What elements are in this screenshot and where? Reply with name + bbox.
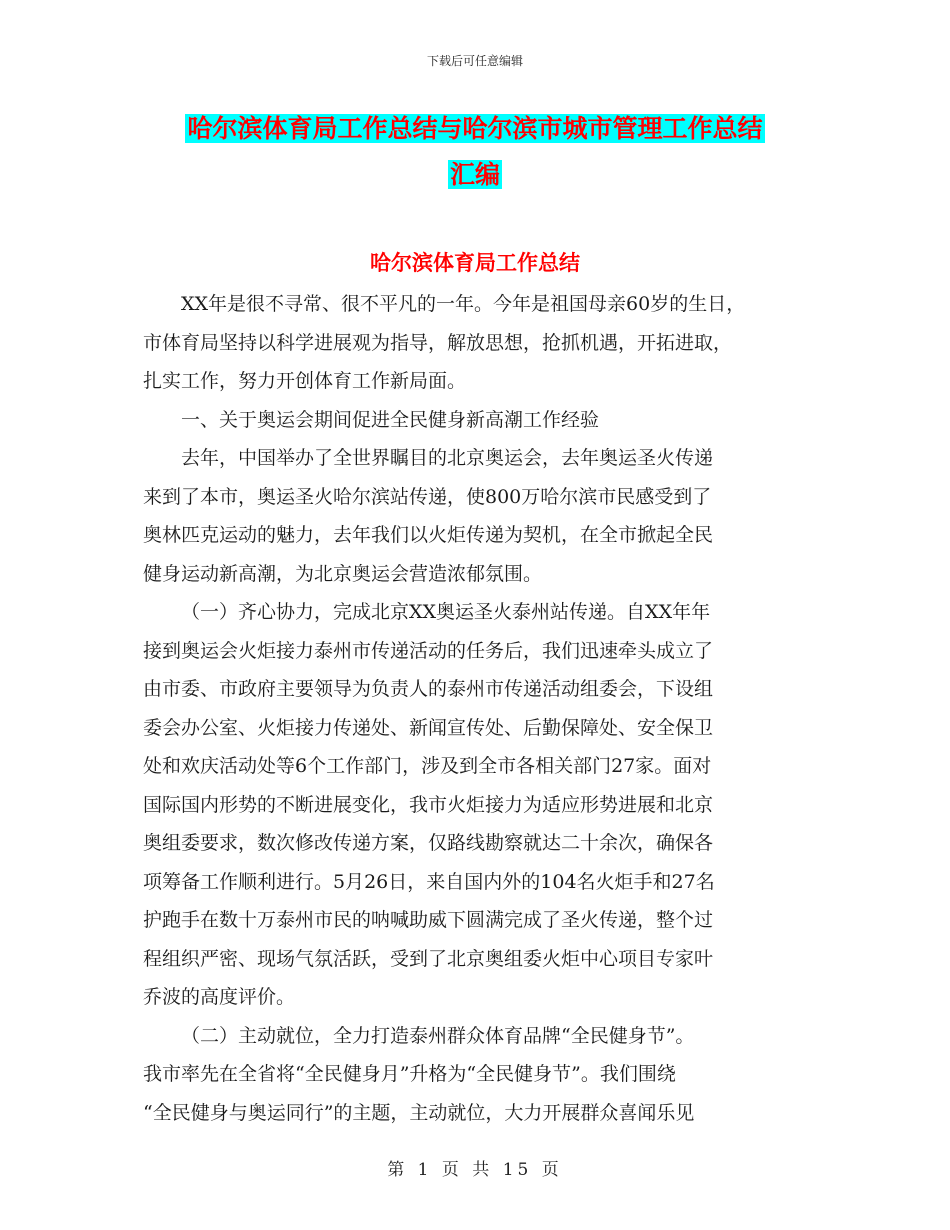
text-line: 护跑手在数十万泰州市民的呐喊助威下圆满完成了圣火传递，整个过 bbox=[143, 909, 714, 931]
document-title-line-1 bbox=[0, 112, 950, 146]
text-line: 健身运动新高潮，为北京奥运会营造浓郁氛围。 bbox=[143, 562, 543, 585]
text-line: 一、关于奥运会期间促进全民健身新高潮工作经验 bbox=[181, 408, 600, 431]
text-line: 接到奥运会火炬接力泰州市传递活动的任务后，我们迅速牵头成立了 bbox=[143, 639, 714, 662]
text-line: 委会办公室、火炬接力传递处、新闻宣传处、后勤保障处、安全保卫 bbox=[143, 716, 714, 739]
text-line: 由市委、市政府主要领导为负责人的泰州市传递活动组委会，下设组 bbox=[143, 678, 714, 700]
text-line: 奥林匹克运动的魅力，去年我们以火炬传递为契机，在全市掀起全民 bbox=[143, 524, 714, 546]
body-text bbox=[143, 285, 808, 1132]
text-line: 程组织严密、现场气氛活跃，受到了北京奥组委火炬中心项目专家叶 bbox=[143, 947, 714, 970]
text-line: 扎实工作，努力开创体育工作新局面。 bbox=[143, 370, 467, 392]
text-line: 来到了本市，奥运圣火哈尔滨站传递，使800万哈尔滨市民感受到了 bbox=[143, 485, 712, 508]
text-line: 我市率先在全省将“全民健身月”升格为“全民健身节”。我们围绕 bbox=[143, 1063, 676, 1085]
text-line: 项筹备工作顺利进行。5月26日，来自国内外的104名火炬手和27名 bbox=[143, 870, 715, 893]
text-line: 去年，中国举办了全世界瞩目的北京奥运会，去年奥运圣火传递 bbox=[181, 447, 714, 469]
document-title-line-2 bbox=[0, 158, 950, 192]
text-line: 处和欢庆活动处等6个工作部门，涉及到全市各相关部门27家。面对 bbox=[143, 755, 712, 777]
text-line: XX年是很不寻常、很不平凡的一年。今年是祖国母亲60岁的生日， bbox=[181, 293, 746, 315]
document-title-text-1: 哈尔滨体育局工作总结与哈尔滨市城市管理工作总结 bbox=[187, 114, 763, 143]
text-line: 乔波的高度评价。 bbox=[143, 986, 296, 1008]
text-line: （二）主动就位，全力打造泰州群众体育品牌“全民健身节”。 bbox=[181, 1024, 695, 1047]
document-title-text-2: 汇编 bbox=[449, 160, 500, 189]
text-line: “全民健身与奥运同行”的主题，主动就位，大力开展群众喜闻乐见 bbox=[143, 1101, 695, 1124]
text-line: （一）齐心协力，完成北京XX奥运圣火泰州站传递。自XX年年 bbox=[181, 601, 711, 623]
page-footer: 第 1 页 共 15 页 bbox=[387, 1160, 563, 1180]
text-line: 市体育局坚持以科学进展观为指导，解放思想，抢抓机遇，开拓进取， bbox=[143, 331, 733, 354]
text-line: 奥组委要求，数次修改传递方案，仅路线勘察就达二十余次，确保各 bbox=[143, 832, 714, 854]
header-note: 下载后可任意编辑 bbox=[426, 54, 523, 68]
text-line: 国际国内形势的不断进展变化，我市火炬接力为适应形势进展和北京 bbox=[143, 793, 714, 816]
section-title: 哈尔滨体育局工作总结 bbox=[370, 251, 580, 275]
